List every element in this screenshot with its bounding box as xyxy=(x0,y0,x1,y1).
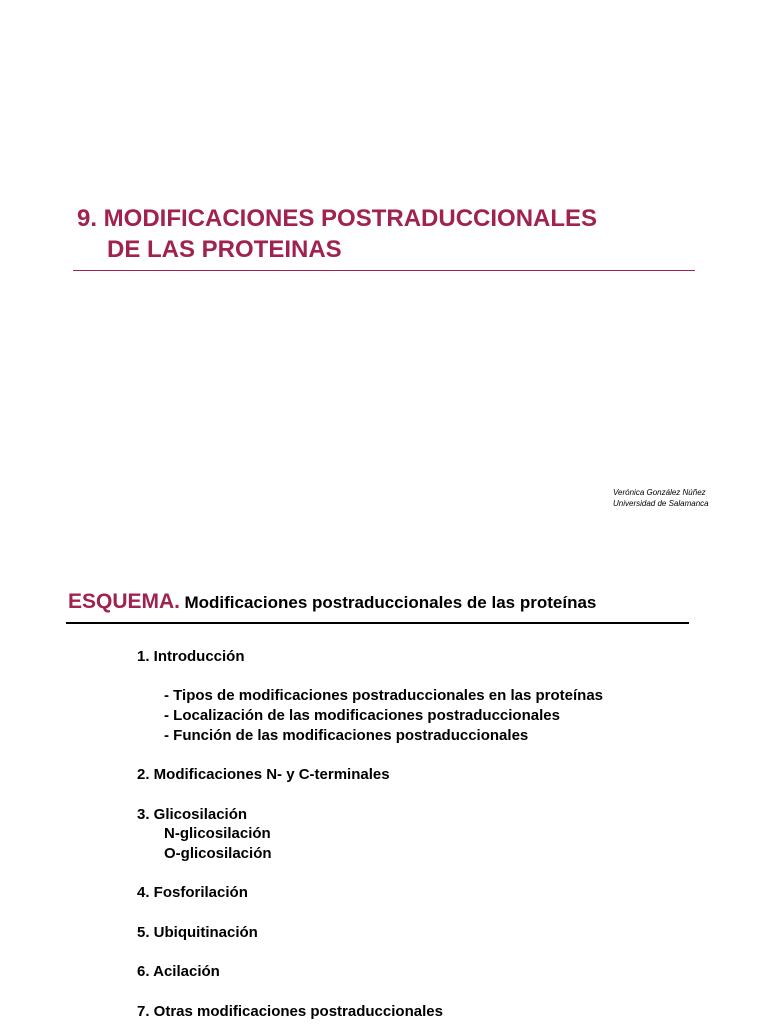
outline-list xyxy=(137,647,737,1021)
page-title xyxy=(77,203,697,265)
spacer xyxy=(137,746,737,766)
outline-label: ESQUEMA. xyxy=(68,590,181,613)
spacer xyxy=(137,903,737,923)
outline-item: 6. Acilación xyxy=(137,963,220,981)
outline-item: 3. Glicosilación xyxy=(137,805,248,823)
outline-item: 2. Modificaciones N- y C-terminales xyxy=(137,766,390,784)
title-line-2: DE LAS PROTEINAS xyxy=(107,236,342,263)
author-name: Verónica González Núñez xyxy=(613,488,706,497)
title-divider xyxy=(73,270,695,271)
outline-divider xyxy=(66,622,689,624)
outline-item: 5. Ubiquitinación xyxy=(137,923,258,941)
spacer xyxy=(137,667,737,687)
outline-item: 4. Fosforilación xyxy=(137,884,248,902)
outline-item: 1. Introducción xyxy=(137,648,245,665)
outline-item: 7. Otras modificaciones postraduccionales xyxy=(137,1002,443,1020)
author-credit xyxy=(613,487,709,509)
spacer xyxy=(137,785,737,805)
outline-subitem: N-glicosilación xyxy=(164,825,271,843)
outline-subitem: - Localización de las modificaciones postraduccionales xyxy=(164,707,560,725)
author-institution: Universidad de Salamanca xyxy=(613,499,709,508)
spacer xyxy=(137,982,737,1002)
outline-subtitle: Modificaciones postraduccionales de las proteínas xyxy=(184,593,597,612)
outline-heading xyxy=(68,590,596,614)
outline-subitem: O-glicosilación xyxy=(164,844,272,862)
outline-subitem: - Tipos de modificaciones postraduccionales en las proteínas xyxy=(164,687,604,705)
outline-subitem: - Función de las modificaciones postraduccionales xyxy=(164,726,529,744)
spacer xyxy=(137,942,737,962)
title-line-1: 9. MODIFICACIONES POSTRADUCCIONALES xyxy=(77,205,598,232)
spacer xyxy=(137,864,737,884)
